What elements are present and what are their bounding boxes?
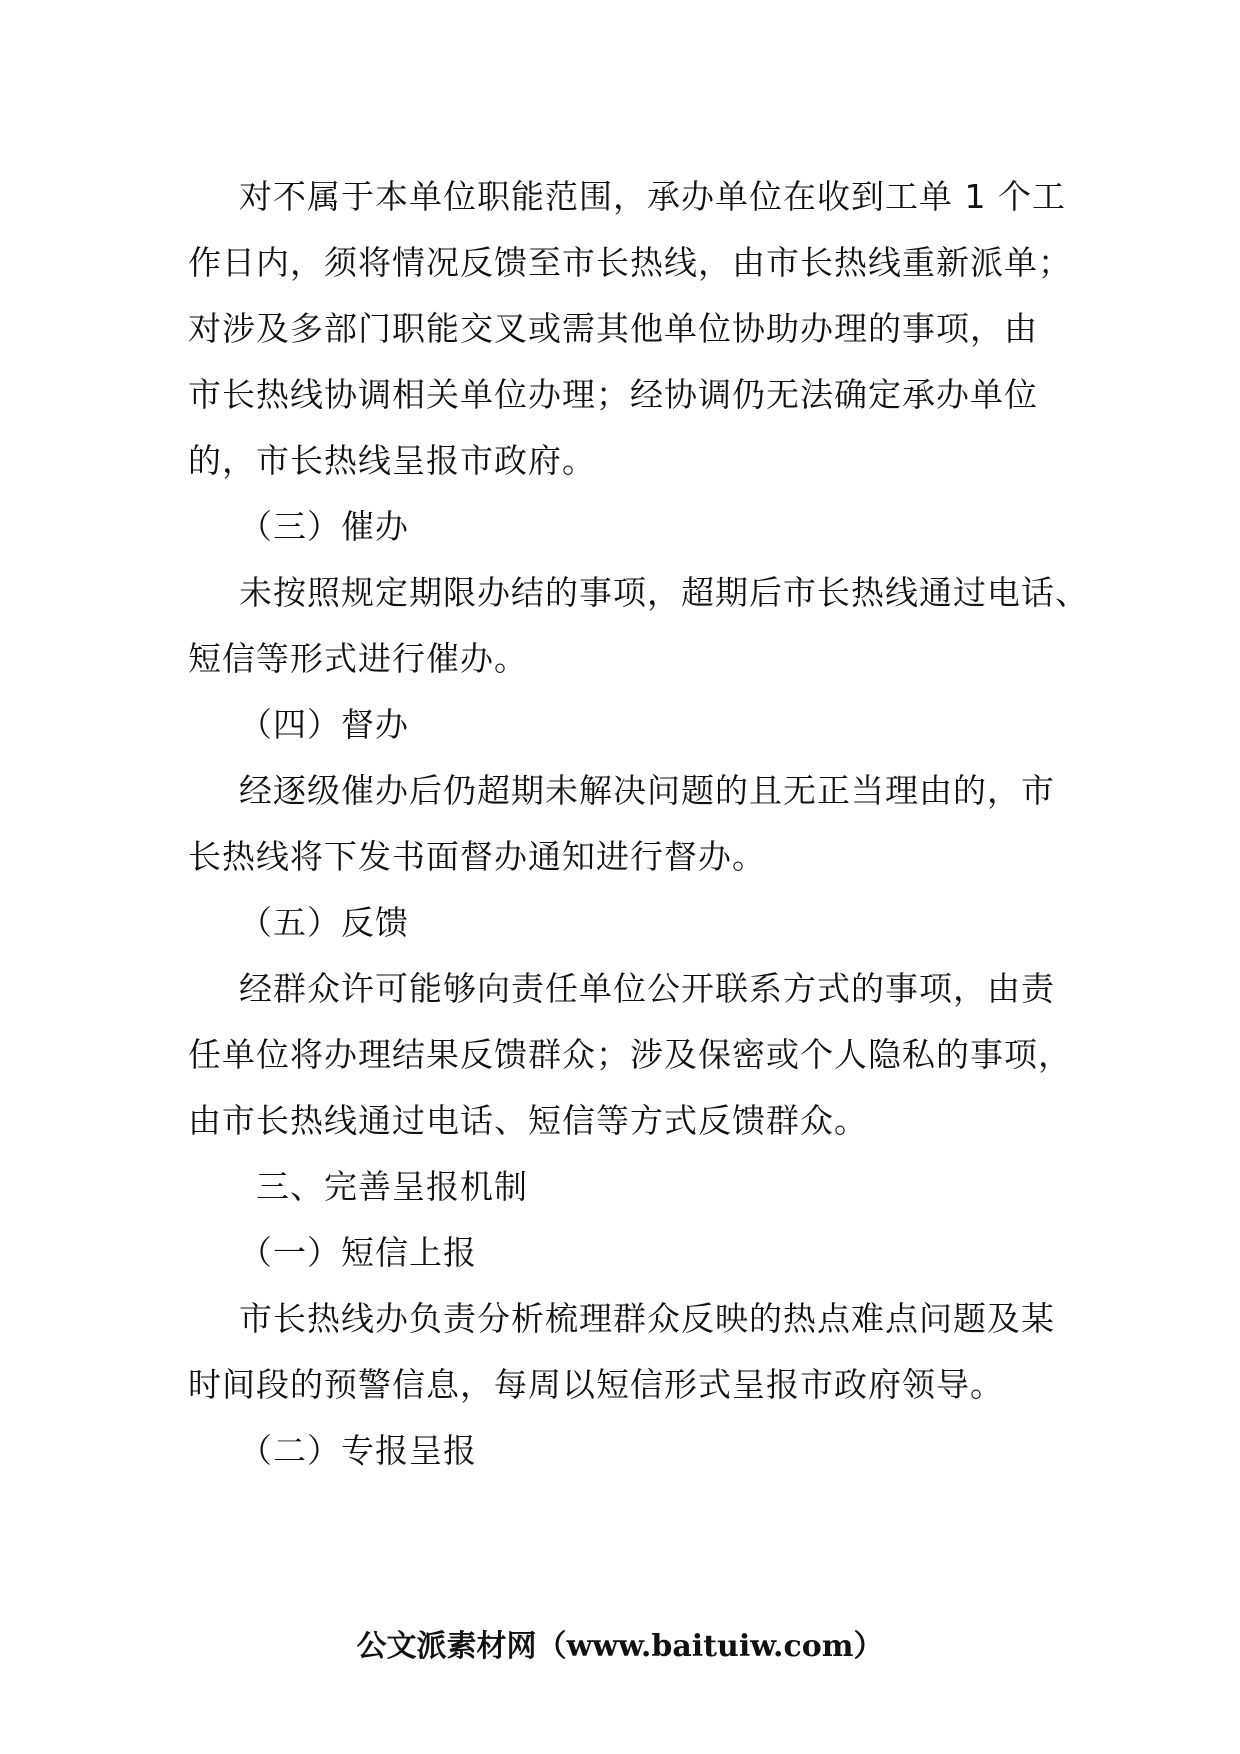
paragraph-line: 任单位将办理结果反馈群众；涉及保密或个人隐私的事项， xyxy=(188,1035,1072,1074)
paragraph-line: 对涉及多部门职能交叉或需其他单位协助办理的事项，由 xyxy=(188,309,1038,348)
subheading-3: （三）催办 xyxy=(239,507,409,546)
paragraph-line: 作日内，须将情况反馈至市长热线，由市长热线重新派单； xyxy=(188,243,1072,282)
paragraph-line: 市长热线协调相关单位办理；经协调仍无法确定承办单位 xyxy=(188,375,1038,414)
paragraph-line: 经逐级催办后仍超期未解决问题的且无正当理由的，市 xyxy=(239,771,1055,810)
paragraph-line: 经群众许可能够向责任单位公开联系方式的事项，由责 xyxy=(239,969,1055,1008)
paragraph-line: 的，市长热线呈报市政府。 xyxy=(188,441,596,480)
paragraph-line: 由市长热线通过电话、短信等方式反馈群众。 xyxy=(188,1101,868,1140)
subheading-2: （二）专报呈报 xyxy=(239,1431,477,1470)
paragraph-line: 市长热线办负责分析梳理群众反映的热点难点问题及某 xyxy=(239,1299,1055,1338)
footer-watermark: 公文派素材网（www.baituiw.com） xyxy=(356,1629,884,1664)
paragraph-line: 时间段的预警信息，每周以短信形式呈报市政府领导。 xyxy=(188,1365,1004,1404)
paragraph-line: 长热线将下发书面督办通知进行督办。 xyxy=(188,837,766,876)
subheading-1: （一）短信上报 xyxy=(239,1233,477,1272)
paragraph-line: 对不属于本单位职能范围，承办单位在收到工单 1 个工 xyxy=(239,177,1066,216)
paragraph-line: 未按照规定期限办结的事项，超期后市长热线通过电话、 xyxy=(239,573,1089,612)
section-heading: 三、完善呈报机制 xyxy=(256,1167,528,1206)
subheading-4: （四）督办 xyxy=(239,705,409,744)
document-body xyxy=(188,164,1089,1484)
paragraph-line: 短信等形式进行催办。 xyxy=(188,639,528,678)
subheading-5: （五）反馈 xyxy=(239,903,409,942)
